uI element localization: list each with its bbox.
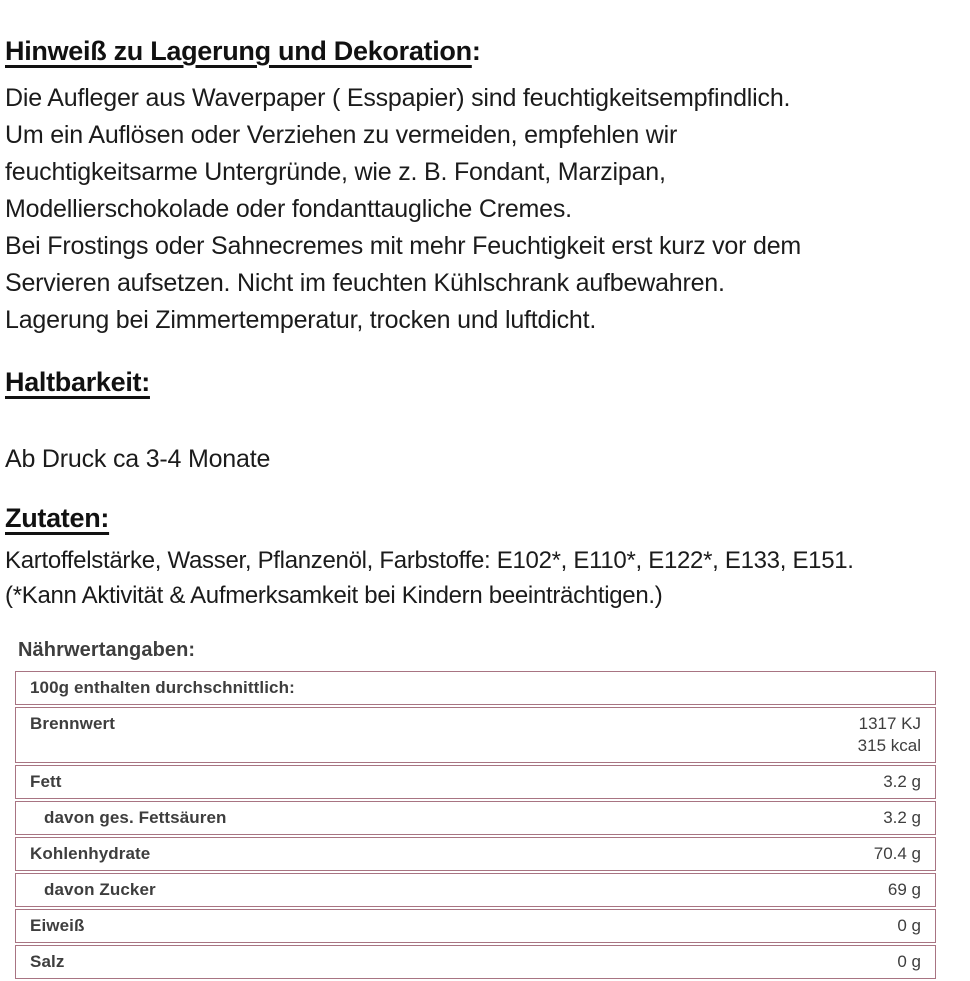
shelf-life-heading-text: Haltbarkeit:	[5, 367, 150, 397]
nutrient-label: Salz	[30, 952, 65, 971]
nutrient-value	[858, 713, 921, 757]
storage-line: Die Aufleger aus Waverpaper ( Esspapier) sind feuchtigkeitsempfindlich.	[5, 84, 791, 112]
shelf-life-line: Ab Druck ca 3-4 Monate	[5, 445, 271, 473]
nutrient-label: Eiweiß	[30, 916, 85, 935]
nutrition-rows	[15, 707, 936, 979]
nutrient-label: Fett	[30, 772, 62, 791]
nutrient-label: davon ges. Fettsäuren	[44, 808, 227, 827]
ingredients-paragraph	[5, 543, 854, 613]
storage-heading	[5, 36, 481, 67]
nutrient-value-line: 70.4 g	[873, 844, 921, 863]
nutrient-value	[883, 771, 921, 793]
ingredients-heading	[5, 503, 109, 534]
nutrient-label: Kohlenhydrate	[30, 844, 151, 863]
table-row	[15, 909, 936, 943]
storage-heading-text: Hinweiß zu Lagerung und Dekoration	[5, 36, 472, 66]
nutrient-value-line: 315 kcal	[857, 736, 921, 755]
storage-heading-colon: :	[471, 36, 481, 66]
storage-paragraph	[5, 80, 801, 339]
nutrient-value-line: 3.2 g	[883, 772, 921, 791]
nutrition-table	[15, 671, 936, 981]
nutrient-value-line: 69 g	[887, 880, 921, 899]
table-row	[15, 837, 936, 871]
storage-line: Um ein Auflösen oder Verziehen zu vermeiden, empfehlen wir	[5, 121, 678, 149]
nutrient-value	[883, 807, 921, 829]
nutrient-value-line: 1317 KJ	[858, 714, 921, 733]
table-row	[15, 873, 936, 907]
nutrient-value	[874, 843, 921, 865]
table-row	[15, 707, 936, 763]
ingredients-line: (*Kann Aktivität & Aufmerksamkeit bei Kindern beeinträchtigen.)	[5, 582, 663, 609]
ingredients-heading-text: Zutaten:	[5, 503, 110, 533]
storage-line: feuchtigkeitsarme Untergründe, wie z. B. Fondant, Marzipan,	[5, 158, 666, 186]
ingredients-line: Kartoffelstärke, Wasser, Pflanzenöl, Farbstoffe: E102*, E110*, E122*, E133, E151.	[5, 547, 854, 574]
nutrient-label: Brennwert	[30, 714, 115, 733]
nutrient-value-line: 3.2 g	[883, 808, 921, 827]
shelf-life-heading	[5, 367, 150, 398]
nutrient-label: davon Zucker	[44, 880, 156, 899]
shelf-life-text	[5, 441, 270, 478]
nutrient-value	[888, 879, 921, 901]
nutrition-title: Nährwertangaben:	[18, 639, 196, 661]
storage-line: Servieren aufsetzen. Nicht im feuchten Kühlschrank aufbewahren.	[5, 269, 725, 297]
nutrition-subheader-label: 100g enthalten durchschnittlich:	[30, 678, 295, 697]
nutrient-value-line: 0 g	[897, 952, 921, 971]
table-row	[15, 765, 936, 799]
table-row	[15, 945, 936, 979]
nutrition-subheader-row	[15, 671, 936, 705]
nutrient-value	[897, 951, 921, 973]
storage-line: Lagerung bei Zimmertemperatur, trocken und luftdicht.	[5, 306, 597, 334]
nutrient-value	[897, 915, 921, 937]
nutrient-value-line: 0 g	[897, 916, 921, 935]
table-row	[15, 801, 936, 835]
storage-line: Modellierschokolade oder fondanttaugliche Cremes.	[5, 195, 572, 223]
storage-line: Bei Frostings oder Sahnecremes mit mehr Feuchtigkeit erst kurz vor dem	[5, 232, 802, 260]
